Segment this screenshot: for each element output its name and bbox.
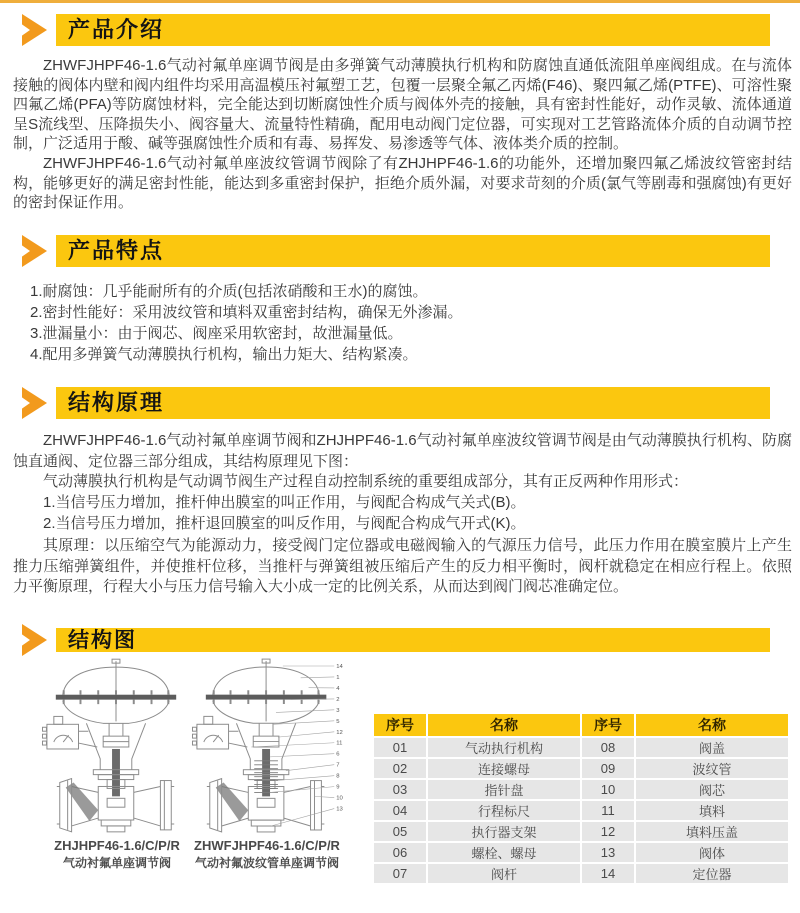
part-no-cell: 08	[582, 738, 634, 757]
part-no-cell: 10	[582, 780, 634, 799]
table-row	[374, 780, 788, 799]
figure-caption	[42, 838, 192, 871]
principle-paragraph: ZHWFJHPF46-1.6气动衬氟单座调节阀和ZHJHPF46-1.6气动衬氟单座波纹管调节阀是由气动薄膜执行机构、防腐蚀直通阀、定位器三部分组成，其结构原理见下图：	[13, 432, 792, 470]
intro-paragraph-1: ZHWFJHPF46-1.6气动衬氟单座调节阀是由多弹簧气动薄膜执行机构和防腐蚀直通低流阻单座阀组成。在与流体接触的阀体内壁和阀内组件均采用高温模压衬氟塑工艺，包覆一层聚全氟乙丙烯(F46)、聚四氟乙烯(PTFE)、可溶性聚四氟乙烯(PFA)等防腐蚀材料，完全能达到切断腐蚀性介质与阀体外壳的接触，具有密封性能好，动作灵敏、流体通道呈S流线型、压降损失小、阀容量大、流量特性精确，配用电动阀门定位器，可实现对工艺管路流体介质的自动调节控制，广泛适用于酸、碱等强腐蚀性介质和有毒、易挥发、易渗透等气体、液体类介质的控制。	[13, 57, 792, 152]
parts-table	[372, 712, 790, 885]
svg-text:8: 8	[336, 773, 340, 780]
column-header: 名称	[428, 714, 580, 736]
parts-table-body	[374, 738, 788, 883]
chevron-right-icon	[20, 14, 56, 46]
part-name-cell: 阀体	[636, 843, 788, 862]
part-number-callouts	[251, 664, 343, 826]
feature-item: 3.泄漏量小：由于阀芯、阀座采用软密封，故泄漏量低。	[30, 325, 403, 342]
principle-paragraph: 气动薄膜执行机构是气动调节阀生产过程自动控制系统的重要组成部分，其有正反两种作用形式：	[43, 473, 689, 490]
part-no-cell: 03	[374, 780, 426, 799]
table-row	[374, 738, 788, 757]
part-name-cell: 螺栓、螺母	[428, 843, 580, 862]
svg-text:3: 3	[336, 707, 340, 714]
intro-paragraph-2: ZHWFJHPF46-1.6气动衬氟单座波纹管调节阀除了有ZHJHPF46-1.6的功能外，还增加聚四氟乙烯波纹管密封结构，能够更好的满足密封性能，能达到多重密封保护，拒绝介质外漏，对要求苛刻的介质(氯气等剧毒和强腐蚀)有更好的密封保证作用。	[13, 155, 792, 211]
figure-bellows-valve	[192, 658, 356, 871]
svg-text:14: 14	[336, 663, 343, 670]
svg-text:6: 6	[336, 751, 340, 758]
top-accent-strip	[0, 0, 800, 3]
principle-paragraph: 2.当信号压力增加，推杆退回膜室的叫反作用，与阀配合构成气开式(K)。	[43, 515, 526, 532]
chevron-right-icon	[20, 235, 56, 267]
chevron-right-icon	[20, 628, 56, 652]
principle-paragraph: 其原理：以压缩空气为能源动力，接受阀门定位器或电磁阀输入的气源压力信号，此压力作用在膜室膜片上产生推力压缩弹簧组件，并使推杆位移，当推杆与弹簧组被压缩后产生的反力相平衡时，阀杆就稳定在相应行程上。依照力平衡原理，行程大小与压力信号输入大小成一定的比例关系，从而达到阀门阀芯准确定位。	[13, 537, 792, 595]
part-no-cell: 09	[582, 759, 634, 778]
section-banner-diagram	[20, 628, 770, 652]
parts-table-head-row	[374, 714, 788, 736]
part-name-cell: 填料	[636, 801, 788, 820]
svg-text:11: 11	[336, 740, 343, 747]
figure-name: 气动衬氟单座调节阀	[62, 856, 171, 870]
svg-text:2: 2	[336, 696, 340, 703]
part-name-cell: 阀杆	[428, 864, 580, 883]
svg-text:9: 9	[336, 784, 340, 791]
features-section-title: 产品特点	[68, 238, 165, 263]
column-header: 序号	[582, 714, 634, 736]
chevron-right-icon	[20, 387, 56, 419]
features-list	[30, 281, 792, 365]
diagram-section-title: 结构图	[68, 628, 137, 652]
part-no-cell: 12	[582, 822, 634, 841]
feature-item: 1.耐腐蚀：几乎能耐所有的介质(包括浓硝酸和王水)的腐蚀。	[30, 283, 428, 300]
part-name-cell: 填料压盖	[636, 822, 788, 841]
part-no-cell: 04	[374, 801, 426, 820]
part-name-cell: 阀盖	[636, 738, 788, 757]
principle-section-title: 结构原理	[68, 390, 165, 415]
part-no-cell: 06	[374, 843, 426, 862]
part-no-cell: 13	[582, 843, 634, 862]
part-name-cell: 指针盘	[428, 780, 580, 799]
valve-diagram-right	[192, 658, 354, 836]
table-row	[374, 843, 788, 862]
svg-text:5: 5	[336, 718, 340, 725]
figure-model: ZHWFJHPF46-1.6/C/P/R	[194, 838, 340, 853]
table-row	[374, 801, 788, 820]
part-name-cell: 阀芯	[636, 780, 788, 799]
svg-text:1: 1	[336, 674, 340, 681]
column-header: 名称	[636, 714, 788, 736]
svg-text:7: 7	[336, 762, 340, 769]
feature-item: 4.配用多弹簧气动薄膜执行机构，输出力矩大、结构紧凑。	[30, 346, 418, 363]
part-name-cell: 连接螺母	[428, 759, 580, 778]
figure-caption	[192, 838, 342, 871]
part-no-cell: 02	[374, 759, 426, 778]
principle-paragraph: 1.当信号压力增加，推杆伸出膜室的叫正作用，与阀配合构成气关式(B)。	[43, 494, 526, 511]
diagram-area	[0, 652, 800, 887]
section-banner-features	[20, 235, 770, 267]
part-no-cell: 11	[582, 801, 634, 820]
table-row	[374, 759, 788, 778]
feature-item: 2.密封性能好：采用波纹管和填料双重密封结构，确保无外渗漏。	[30, 304, 463, 321]
section-banner-principle	[20, 387, 770, 419]
part-name-cell: 行程标尺	[428, 801, 580, 820]
part-name-cell: 波纹管	[636, 759, 788, 778]
svg-text:10: 10	[336, 795, 343, 802]
table-row	[374, 822, 788, 841]
part-no-cell: 05	[374, 822, 426, 841]
part-name-cell: 执行器支架	[428, 822, 580, 841]
part-name-cell: 气动执行机构	[428, 738, 580, 757]
part-no-cell: 07	[374, 864, 426, 883]
table-row	[374, 864, 788, 883]
svg-text:4: 4	[336, 685, 340, 692]
svg-text:13: 13	[336, 806, 343, 813]
part-no-cell: 14	[582, 864, 634, 883]
figure-model: ZHJHPF46-1.6/C/P/R	[54, 838, 180, 853]
intro-section-title: 产品介绍	[68, 17, 165, 42]
column-header: 序号	[374, 714, 426, 736]
figure-single-seat-valve	[42, 658, 192, 871]
figure-name: 气动衬氟波纹管单座调节阀	[194, 856, 339, 870]
svg-text:12: 12	[336, 729, 343, 736]
part-name-cell: 定位器	[636, 864, 788, 883]
valve-diagram-left	[42, 658, 190, 836]
section-banner-intro	[20, 14, 770, 46]
part-no-cell: 01	[374, 738, 426, 757]
principle-text	[0, 431, 800, 598]
